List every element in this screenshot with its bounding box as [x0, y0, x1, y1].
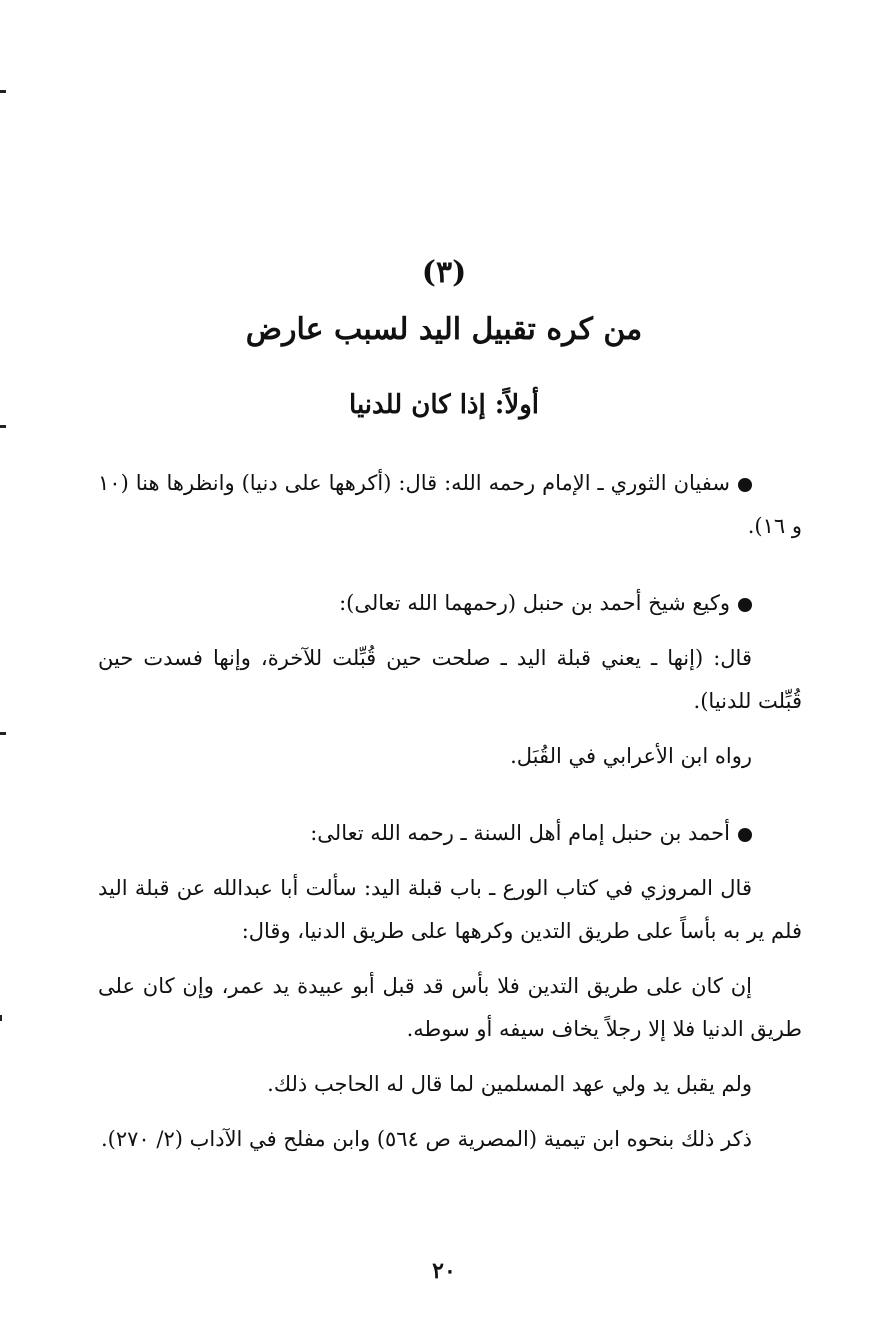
paragraph-wali-ahd: ولم يقبل يد ولي عهد المسلمين لما قال له الحاجب ذلك. — [267, 1072, 752, 1096]
body-text — [98, 462, 802, 1161]
page-number: ٢٠ — [432, 1258, 456, 1284]
bullet-icon — [738, 598, 752, 612]
margin-mark — [0, 90, 6, 93]
paragraph-waki-quote: قال: (إنها ـ يعني قبلة اليد ـ صلحت حين قُبِّلت للآخرة، وإنها فسدت حين قُبِّلت للدنيا). — [98, 646, 802, 713]
paragraph-ahmad-quote: إن كان على طريق التدين فلا بأس قد قبل أبو عبيدة يد عمر، وإن كان على طريق الدنيا فلا إلا رجلاً يخاف سيفه أو سوطه. — [98, 974, 802, 1041]
margin-mark — [0, 425, 6, 428]
paragraph-ahmad: أحمد بن حنبل إمام أهل السنة ـ رحمه الله تعالى: — [98, 812, 802, 855]
paragraph-waki-source: رواه ابن الأعرابي في القُبَل. — [510, 744, 752, 768]
section-number: (٣) — [421, 255, 467, 290]
margin-mark — [0, 1015, 2, 1021]
paragraph-reference: ذكر ذلك بنحوه ابن تيمية (المصرية ص ٥٦٤) وابن مفلح في الآداب (٢/ ٢٧٠). — [100, 1127, 752, 1151]
paragraph-thawri: سفيان الثوري ـ الإمام رحمه الله: قال: (أكرهها على دنيا) وانظرها هنا (١٠ و ١٦). — [98, 471, 802, 538]
paragraph-marwazi: قال المروزي في كتاب الورع ـ باب قبلة اليد: سألت أبا عبدالله عن قبلة اليد فلم ير به بأساً على طريق التدين وكرهها على طريق الدنيا، وقال: — [98, 876, 802, 943]
margin-mark — [0, 732, 6, 735]
bullet-icon — [738, 478, 752, 492]
bullet-icon — [738, 828, 752, 842]
section-subtitle: أولاً: إذا كان للدنيا — [349, 390, 539, 420]
chapter-title: من كره تقبيل اليد لسبب عارض — [245, 312, 643, 347]
paragraph-waki: وكيع شيخ أحمد بن حنبل (رحمهما الله تعالى): — [98, 582, 802, 625]
